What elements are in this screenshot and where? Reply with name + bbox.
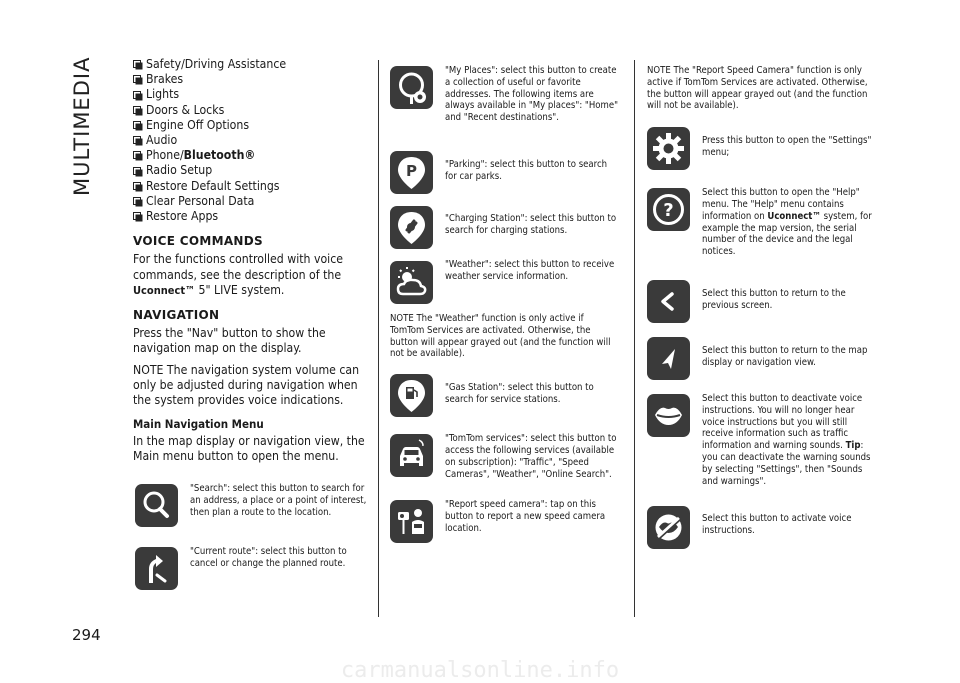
list-item [133,194,368,209]
box-bullet-icon [133,75,142,84]
bluetooth-label: Bluetooth® [183,148,256,163]
svg-text:?: ? [663,200,674,222]
list-item-label: Safety/Driving Assistance [146,57,287,71]
report-speed-camera-description: "Report speed camera": tap on this button to report a new speed camera location. [445,499,606,534]
charging-station-entry [390,206,618,249]
section-title-text: MULTIMEDIA [70,56,94,196]
search-entry [135,484,368,527]
weather-note: NOTE The "Weather" function is only active if TomTom Services are activated. Otherwise, the button will appear grayed out (and the function will not be available). [390,312,611,360]
uconnect-brand: Uconnect™ [133,283,196,297]
box-bullet-icon [133,106,142,115]
mute-entry [647,394,872,487]
list-item-label: Audio [146,133,178,148]
help-icon [647,188,690,231]
column-divider [378,60,379,617]
column-divider [634,60,635,617]
list-item [133,148,368,163]
watermark: carmanualsonline.info [340,658,620,683]
page-number: 294 [72,626,101,644]
navigation-note: NOTE The navigation system volume can only be adjusted during navigation when the system provides voice indications. [133,362,360,408]
box-bullet-icon [133,167,142,176]
back-description: Select this button to return to the previous screen. [702,287,846,311]
settings-description: Press this button to open the "Settings" menu; [702,135,872,158]
parking-description: "Parking": select this button to search for car parks. [445,158,608,182]
my-places-entry [390,66,618,124]
voice-commands-text [133,252,368,298]
mute-text-a: Select this button to deactivate voice instructions. You will no longer hear voice instructions but you will still receive information such as traffic information and warning sounds. [702,392,863,452]
list-item [133,103,368,118]
my-places-description: "My Places": select this button to create a collection of useful or favorite addresses. The following items are always available in "My places": "Home" and "Recent destinations". [445,65,619,124]
tomtom-services-entry [390,434,618,480]
list-item-label: Doors & Locks [146,102,225,117]
list-item [133,209,368,224]
mute-description [702,393,872,487]
box-bullet-icon [133,151,142,160]
current-route-description: "Current route": select this button to cancel or change the planned route. [190,546,347,569]
list-item [133,179,368,194]
search-description: "Search": select this button to search for an address, a place or a point of interest, then plan a route to the location. [190,483,367,518]
weather-icon [390,261,433,304]
lips-icon [647,394,690,437]
column-2 [390,57,618,543]
tip-label: Tip [845,440,861,452]
box-bullet-icon [133,60,142,69]
voice-commands-heading: VOICE COMMANDS [133,234,263,249]
list-item [133,118,368,133]
main-navigation-menu-heading: Main Navigation Menu [133,416,264,431]
list-item-label: Radio Setup [146,163,213,178]
help-text-a: Select this button to open the "Help" menu. The "Help" menu contains information on [702,187,860,222]
speed-camera-icon [390,500,433,543]
list-item-label: Lights [146,87,180,102]
map-view-description: Select this button to return to the map display or navigation view. [702,344,868,368]
list-item-label: Clear Personal Data [146,193,255,208]
list-item-label: Brakes [146,72,184,87]
list-item [133,57,368,72]
parking-icon [390,151,433,194]
settings-entry [647,127,872,170]
help-description [702,187,872,258]
settings-list [133,57,368,224]
unmute-description: Select this button to activate voice instructions. [702,513,852,537]
gas-station-icon [390,374,433,417]
gear-icon [647,127,690,170]
map-view-entry [647,337,872,380]
back-arrow-icon [647,280,690,323]
weather-description: "Weather": select this button to receive weather service information. [445,258,615,282]
speed-camera-note: NOTE The "Report Speed Camera" function is only active if TomTom Services are activated. Otherwise, the button will appear grayed out (and the function will not be available). [647,65,868,112]
navigation-text: Press the "Nav" button to show the navigation map on the display. [133,326,326,356]
help-entry [647,188,872,258]
box-bullet-icon [133,197,142,206]
list-item [133,133,368,148]
tomtom-services-description: "TomTom services": select this button to access the following services (available on subscription): "Traffic", "Speed Cameras", "Weather", "Online Search". [445,433,617,480]
box-bullet-icon [133,212,142,221]
list-item-label: Restore Default Settings [146,178,280,193]
help-text-b: system, for example the map version, the serial number of the device and the legal notices. [702,210,872,258]
voice-text-a: For the functions controlled with voice commands, see the description of the [133,252,343,282]
back-entry [647,280,872,323]
box-bullet-icon [133,91,142,100]
box-bullet-icon [133,121,142,130]
my-places-icon [390,66,433,109]
current-route-entry [135,547,368,590]
list-item [133,87,368,102]
parking-entry [390,151,618,194]
report-speed-camera-entry [390,500,618,543]
voice-text-b: 5" LIVE system. [198,282,285,297]
box-bullet-icon [133,136,142,145]
navigation-heading: NAVIGATION [133,308,220,323]
list-item-label: Restore Apps [146,209,219,224]
list-item-label: Engine Off Options [146,117,250,132]
column-3 [647,57,872,549]
list-item [133,163,368,178]
search-icon [135,484,178,527]
navigation-arrow-icon [647,337,690,380]
charging-station-description: "Charging Station": select this button to search for charging stations. [445,212,617,236]
column-1 [133,57,368,590]
box-bullet-icon [133,182,142,191]
main-menu-text: In the map display or navigation view, the Main menu button to open the menu. [133,433,365,463]
weather-entry [390,258,618,304]
list-item-label: Phone/ [146,148,184,163]
section-title [68,40,116,200]
gas-station-entry [390,374,618,417]
svg-text:P: P [406,161,417,180]
list-item [133,72,368,87]
mute-text-b: : you can deactivate the warning sounds by selecting "Settings", then "Sounds and warnings". [702,440,871,487]
unmute-entry [647,506,872,549]
gas-station-description: "Gas Station": select this button to search for service stations. [445,382,594,405]
tomtom-services-icon [390,434,433,477]
charging-station-icon [390,206,433,249]
voice-off-icon [647,506,690,549]
help-uconnect-brand: Uconnect™ [767,210,821,222]
current-route-icon [135,547,178,590]
